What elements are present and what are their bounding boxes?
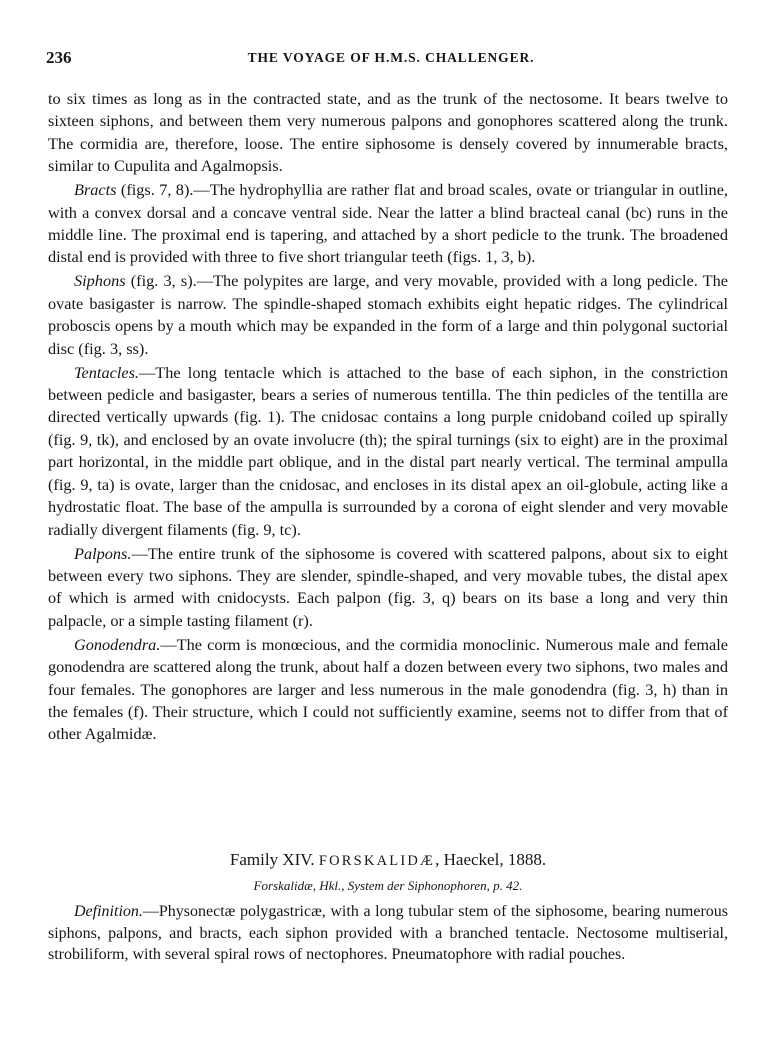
family-suffix: , Haeckel, 1888.	[435, 850, 547, 869]
family-name: FORSKALIDÆ	[318, 853, 436, 869]
paragraph-gonodendra	[48, 634, 728, 746]
gonodendra-text: —The corm is monœcious, and the cormidia monoclinic. Numerous male and female gonodendra are scattered along the trunk, about half a dozen between every two siphons, two males and four females. The gonophores are larger and less numerous in the male gonodendra (fig. 3, h) than in the females (f). Their structure, which I could not sufficiently examine, seems not to differ from that of other Agalmidæ.	[48, 634, 728, 744]
definition-section	[48, 901, 728, 967]
page-header	[46, 48, 736, 70]
tentacles-text: —The long tentacle which is attached to the base of each siphon, in the constriction between pedicle and basigaster, bears a series of numerous tentilla. The thin pedicles of the tentilla are directed vertically upwards (fig. 1). The cnidosac contains a long purple cnidoband coiled up spirally (fig. 9, tk), and enclosed by an ovate involucre (th); the spiral turnings (six to eight) are in the proximal part horizontal, in the middle part oblique, and in the distal part nearly vertical. The terminal ampulla (fig. 9, ta) is ovate, larger than the cnidosac, and encloses in its distal apex an oil-globule, acting like a hydrostatic float. The base of the ampulla is surrounded by a corona of eight slender and very movable radially divergent filaments (fig. 9, tc).	[48, 362, 728, 539]
paragraph-palpons	[48, 543, 728, 633]
paragraph-bracts	[48, 179, 728, 269]
siphons-text: (fig. 3, s).—The polypites are large, and very movable, provided with a long pedicle. The ovate basigaster is narrow. The spindle-shaped stomach exhibits eight hepatic ridges. The cylindrical proboscis opens by a mouth which may be expanded in the form of a large and thin polygonal suctorial disc (fig. 3, ss).	[48, 271, 728, 358]
bracts-heading: Bracts	[74, 180, 117, 200]
palpons-text: —The entire trunk of the siphosome is covered with scattered palpons, about six to eight between every two siphons. They are slender, spindle-shaped, and very movable tubes, the distal apex of which is armed with cnidocysts. Each palpon (fig. 3, q) bears on its base a long and very thin palpacle, or a simple tasting filament (r).	[48, 543, 728, 630]
palpons-heading: Palpons.	[74, 543, 132, 563]
running-title: THE VOYAGE OF H.M.S. CHALLENGER.	[247, 50, 535, 65]
main-text	[48, 88, 728, 747]
paragraph-continuation: to six times as long as in the contracted state, and as the trunk of the nectosome. It bears twelve to sixteen siphons, and between them very numerous palpons and gonophores scattered along the trunk. The cormidia are, therefore, loose. The entire siphosome is densely covered by innumerable bracts, similar to Cupulita and Agalmopsis.	[48, 89, 728, 176]
paragraph-siphons	[48, 270, 728, 360]
paragraph-definition	[48, 901, 728, 966]
gonodendra-heading: Gonodendra.	[74, 634, 161, 654]
family-reference: Forskalidæ, Hkl., System der Siphonophoren, p. 42.	[253, 878, 523, 893]
definition-text: —Physonectæ polygastricæ, with a long tubular stem of the siphosome, bearing numerous siphons, palpons, and bracts, each siphon provided with a branched tentacle. Nectosome multiserial, strobiliform, with several spiral rows of nectophores. Pneumatophore with radial pouches.	[48, 903, 728, 963]
family-prefix: Family XIV.	[229, 850, 319, 869]
page-number: 236	[46, 48, 72, 67]
paragraph-tentacles	[48, 362, 728, 541]
tentacles-heading: Tentacles.	[74, 362, 139, 382]
siphons-heading: Siphons	[74, 271, 126, 291]
bracts-text: (figs. 7, 8).—The hydrophyllia are rather flat and broad scales, ovate or triangular in outline, with a convex dorsal and a concave ventral side. Near the latter a blind bracteal canal (bc) runs in the middle line. The proximal end is tapering, and attached by a short pedicle to the trunk. The broadened distal end is provided with three to five short triangular teeth (figs. 1, 3, b).	[48, 180, 728, 267]
family-heading	[48, 850, 728, 870]
definition-heading: Definition.	[74, 903, 143, 920]
